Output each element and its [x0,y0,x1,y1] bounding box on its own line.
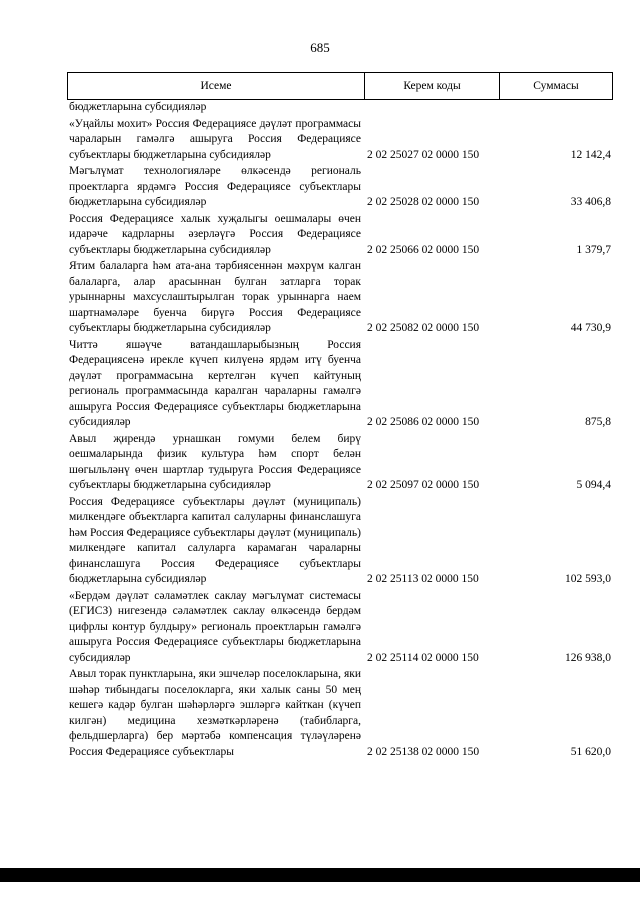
row-name: «Бердәм дәүләт сәламәтлек саклау мәгълүмат системасы (ЕГИСЗ) нигезендә сәламәтлек саклау өлкәсендә бердәм цифрлы контур булдыру» региональ проектларын гамәлгә ашыруга Россия Федерациясе субъектлары бюджетларына субсидияләр [69,589,361,664]
table-header [67,72,613,100]
row-code: 2 02 25138 02 0000 150 [367,745,480,758]
scan-edge-bar [0,868,640,882]
row-code: 2 02 25082 02 0000 150 [367,322,480,334]
row-name: «Уңайлы мохит» Россия Федерациясе дәүләт программасы чараларын гамәлгә ашыруга Россия Федерациясе субъектлары бюджетларына субсидияләр [69,117,361,161]
column-header-amount: Суммасы [533,80,579,92]
row-code: 2 02 25028 02 0000 150 [367,196,480,208]
row-amount: 102 593,0 [565,573,611,585]
row-code: 2 02 25114 02 0000 150 [367,651,479,664]
table-row [69,117,611,164]
row-amount: 44 730,9 [570,322,611,334]
column-header-name: Исеме [68,73,365,99]
row-name: Авыл торак пунктларына, яки эшчеләр поселокларына, яки шәһәр тибындагы поселокларга, яки халык саны 50 мең кешегә кадәр булган шәһәрләргә эшләргә кайткан (күчеп килгән) медицина хезмәткәрләренә (табибларга, фельдшерларга) бер мәртәбә компенсация түләүләренә Россия Федерациясе субъектлары [69,668,361,758]
table-row [69,100,611,116]
page-number: 685 [310,40,330,55]
table-row [69,495,611,588]
row-code: 2 02 25097 02 0000 150 [367,479,480,491]
row-amount: 12 142,4 [570,148,611,161]
row-amount: 126 938,0 [565,651,611,664]
row-name: Россия Федерациясе халык хуҗалыгы оешмалары өчен идарәче кадрларны әзерләүгә Россия Федерациясе субъектлары бюджетларына субсидияләр [69,212,361,256]
row-amount: 51 620,0 [570,745,611,758]
row-amount: 875,8 [585,416,611,428]
column-header-code: Керем коды [365,73,500,99]
table-row [69,164,611,211]
row-name: Россия Федерациясе субъектлары дәүләт (муниципаль) милкендәге объектларга капитал салуларны финанслашуга һәм Россия Федерациясе субъектлары дәүләт (муниципаль) милкендәге капитал салуларга карамаган чараларны финанслашуга Россия Федерациясе субъектлары бюджетларына субсидияләр [69,495,361,585]
row-name: Мәгълүмат технологияләре өлкәсендә региональ проектларга ярдәмгә Россия Федерациясе субъектлары бюджетларына субсидияләр [69,165,361,208]
row-name: Ятим балаларга һәм ата-ана тәрбиясеннән мәхрүм калган балаларга, алар арасыннан булган затларга торак урыннарны махсуслаштырылган торак урыннарга наем шартнамәләре буенча бирүгә Россия Федерациясе субъектлары бюджетларына субсидияләр [69,260,361,334]
table-row [69,432,611,494]
table-row [69,589,611,667]
row-code: 2 02 25027 02 0000 150 [367,148,480,161]
row-amount: 1 379,7 [576,243,611,256]
table-row [69,667,611,760]
row-name: бюджетларына субсидияләр [69,101,207,113]
row-amount: 33 406,8 [570,196,611,208]
row-code: 2 02 25113 02 0000 150 [367,573,479,585]
row-code: 2 02 25066 02 0000 150 [367,243,480,256]
row-name: Читтә яшәүче ватандашларыбызның Россия Федерациясенә ирекле күчеп килүенә ярдәм итү буенча дәүләт программасына кертелгән күчеп кайтуның региональ программасында каралган чараларны гамәлгә ашыруга Россия Федерациясе субъектлары бюджетларына субсидияләр [69,338,361,428]
row-name: Авыл җирендә урнашкан гомуми белем бирү оешмаларында физик культура һәм спорт белән шөгыльләнү өчен шартлар тудыруга Россия Федерациясе субъектлары бюджетларына субсидияләр [69,432,361,491]
row-amount: 5 094,4 [576,479,611,491]
table-row [69,338,611,431]
table-row [69,259,611,337]
row-code: 2 02 25086 02 0000 150 [367,416,480,428]
table-body [69,100,611,760]
table-row [69,212,611,259]
